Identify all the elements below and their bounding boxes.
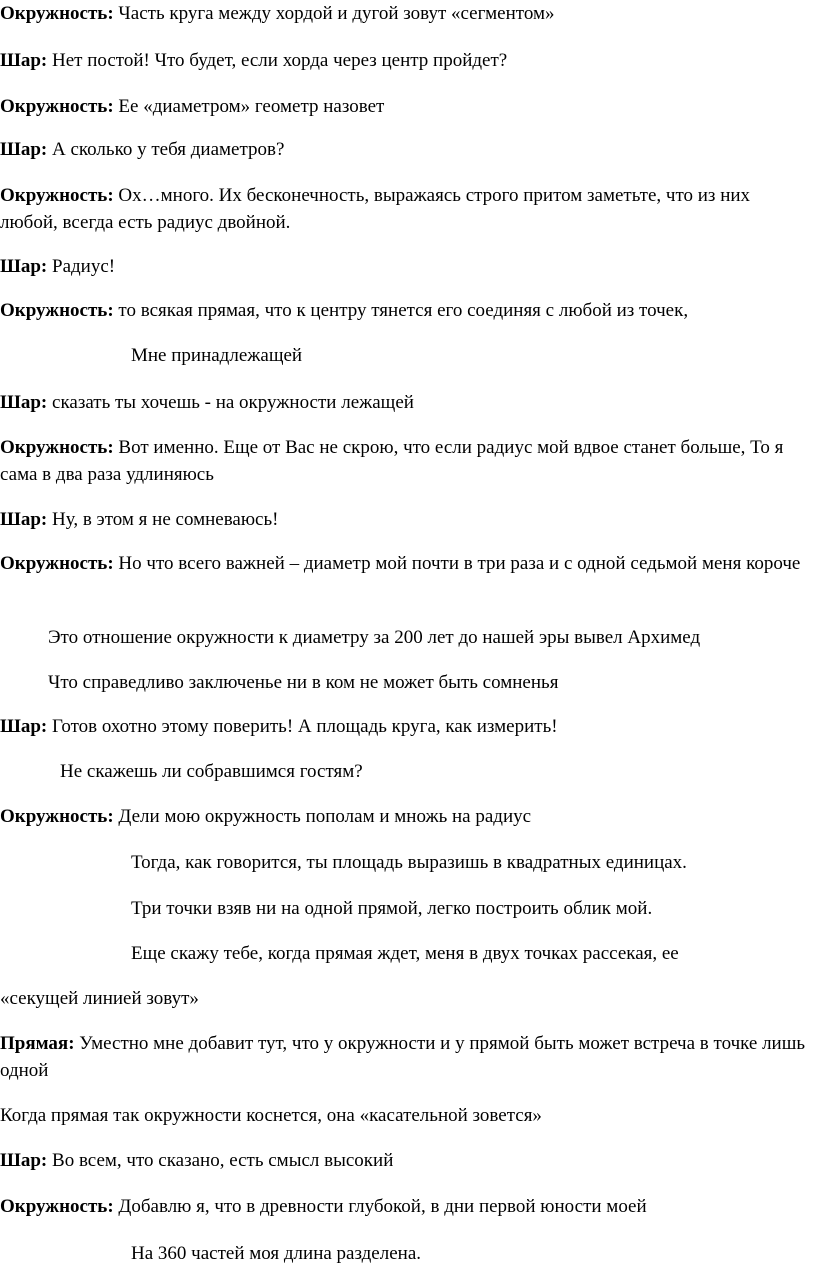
dialogue-line: [0, 1030, 812, 1084]
speaker-name: Окружность:: [0, 437, 114, 458]
line-text: Ох…много. Их бесконечность, выражаясь строго притом заметьте, что из них любой, всегда есть радиус двойной.: [0, 185, 751, 233]
dialogue-line: [0, 803, 812, 830]
dialogue-line: [0, 182, 812, 236]
dialogue-line: [0, 0, 812, 27]
line-text: сказать ты хочешь - на окружности лежащей: [47, 392, 414, 413]
line-text: А сколько у тебя диаметров?: [47, 139, 285, 160]
line-text: Дели мою окружность пополам и множь на радиус: [113, 806, 532, 827]
dialogue-line: [0, 136, 812, 163]
line-text: Еще скажу тебе, когда прямая ждет, меня в двух точках рассекая, ее: [131, 943, 679, 964]
dialogue-line: [131, 849, 812, 876]
speaker-name: Шар:: [0, 50, 48, 71]
line-text: Ну, в этом я не сомневаюсь!: [47, 509, 279, 530]
dialogue-line: [0, 985, 812, 1012]
line-text: Часть круга между хордой и дугой зовут «сегментом»: [113, 3, 555, 24]
speaker-name: Шар:: [0, 1150, 48, 1171]
dialogue-line: [0, 47, 812, 74]
dialogue-line: [0, 1147, 812, 1174]
line-text: Мне принадлежащей: [131, 345, 303, 366]
speaker-name: Окружность:: [0, 1196, 114, 1217]
dialogue-line: [131, 940, 812, 967]
line-text: Уместно мне добавит тут, что у окружности и у прямой быть может встреча в точке лишь одной: [0, 1033, 806, 1081]
dialogue-line: [48, 624, 812, 651]
dialogue-line: [0, 253, 812, 280]
dialogue-line: [0, 434, 812, 488]
line-text: Готов охотно этому поверить! А площадь круга, как измерить!: [47, 716, 558, 737]
dialogue-line: [0, 1193, 812, 1220]
line-text: Это отношение окружности к диаметру за 200 лет до нашей эры вывел Архимед: [48, 627, 701, 648]
speaker-name: Шар:: [0, 509, 48, 530]
dialogue-line: [131, 342, 812, 369]
speaker-name: Окружность:: [0, 806, 114, 827]
dialogue-line: [48, 669, 812, 696]
dialogue-line: [0, 389, 812, 416]
speaker-name: Окружность:: [0, 3, 114, 24]
line-text: Не скажешь ли собравшимся гостям?: [60, 761, 363, 782]
speaker-name: Окружность:: [0, 96, 114, 117]
line-text: Три точки взяв ни на одной прямой, легко построить облик мой.: [131, 898, 653, 919]
speaker-name: Прямая:: [0, 1033, 75, 1054]
dialogue-line: [0, 1102, 812, 1129]
line-text: Во всем, что сказано, есть смысл высокий: [47, 1150, 394, 1171]
speaker-name: Окружность:: [0, 300, 114, 321]
dialogue-line: [0, 297, 812, 324]
line-text: Когда прямая так окружности коснется, она «касательной зовется»: [0, 1105, 542, 1126]
line-text: «секущей линией зовут»: [0, 988, 199, 1009]
line-text: Ее «диаметром» геометр назовет: [113, 96, 385, 117]
dialogue-line: [131, 895, 812, 922]
speaker-name: Шар:: [0, 392, 48, 413]
line-text: Тогда, как говорится, ты площадь выразишь в квадратных единицах.: [131, 852, 687, 873]
line-text: Добавлю я, что в древности глубокой, в дни первой юности моей: [113, 1196, 647, 1217]
line-text: На 360 частей моя длина разделена.: [131, 1243, 422, 1264]
dialogue-line: [131, 1240, 812, 1267]
speaker-name: Окружность:: [0, 185, 114, 206]
line-text: Что справедливо заключенье ни в ком не может быть сомненья: [48, 672, 559, 693]
speaker-name: Окружность:: [0, 553, 114, 574]
dialogue-line: [0, 93, 812, 120]
dialogue-line: [0, 713, 812, 740]
speaker-name: Шар:: [0, 256, 48, 277]
line-text: Но что всего важней – диаметр мой почти в три раза и с одной седьмой меня короче: [113, 553, 801, 574]
line-text: Вот именно. Еще от Вас не скрою, что если радиус мой вдвое станет больше, То я сама в два раза удлиняюсь: [0, 437, 784, 485]
line-text: Радиус!: [47, 256, 116, 277]
line-text: Нет постой! Что будет, если хорда через центр пройдет?: [47, 50, 508, 71]
line-text: то всякая прямая, что к центру тянется его соединяя с любой из точек,: [113, 300, 689, 321]
dialogue-line: [60, 758, 812, 785]
speaker-name: Шар:: [0, 716, 48, 737]
dialogue-line: [0, 506, 812, 533]
dialogue-line: [0, 550, 812, 577]
speaker-name: Шар:: [0, 139, 48, 160]
